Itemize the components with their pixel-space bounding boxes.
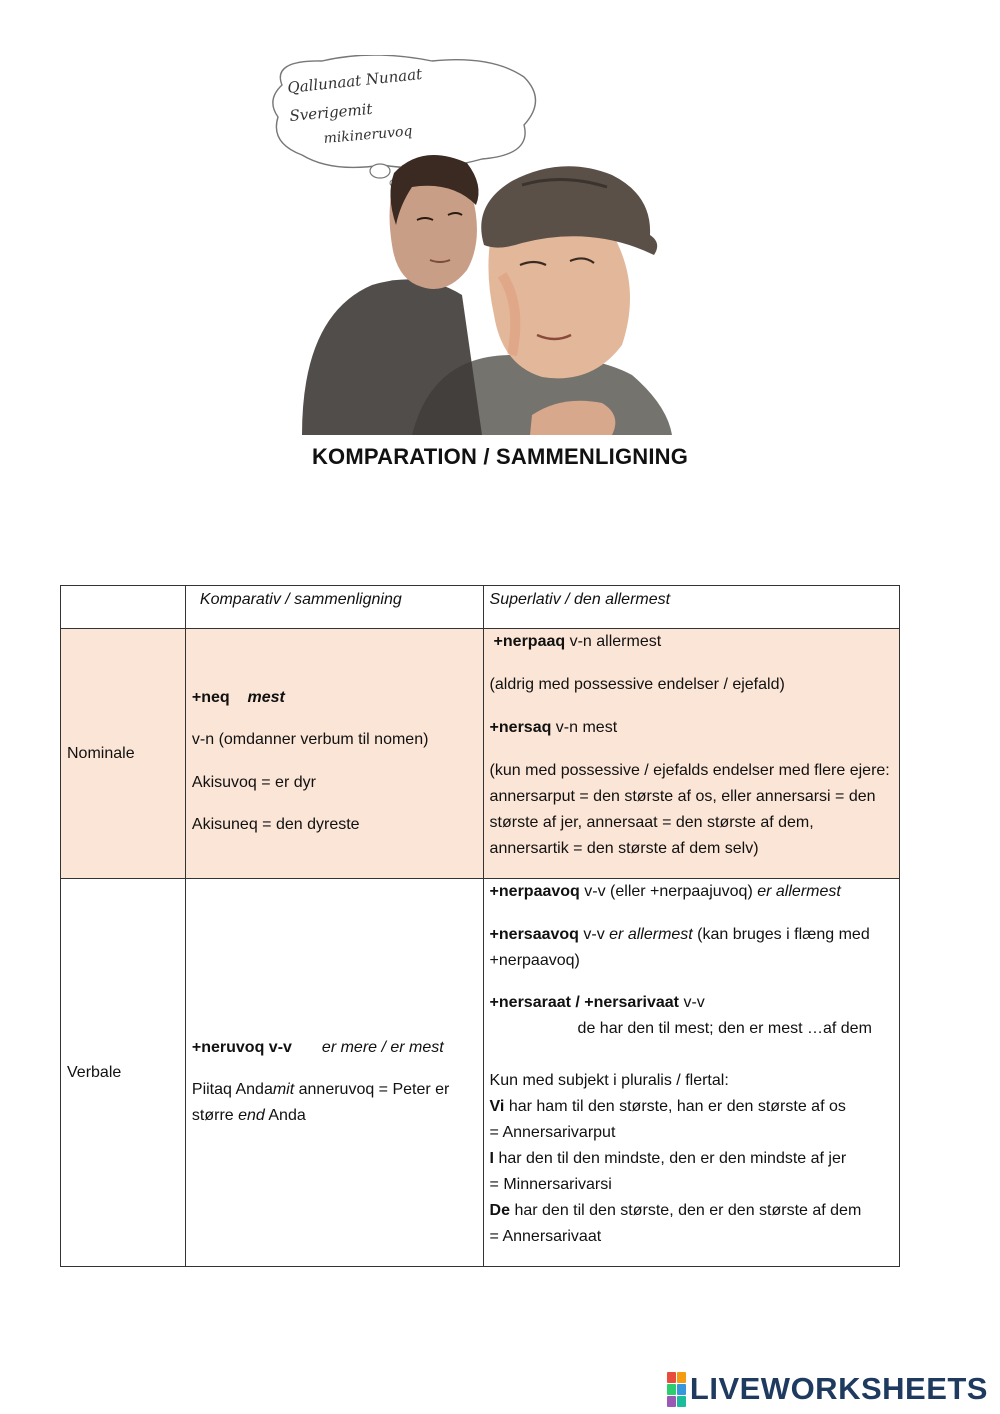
table-row-nominale [61,629,900,879]
result-annersarivaat: = Annersarivaat [489,1228,602,1245]
row-label-nominale: Nominale [61,629,186,879]
suffix-nersaq: +nersaq [489,719,552,736]
meaning-mest: mest [247,689,285,706]
suffix-nerpaavoq: +nerpaavoq [489,883,580,900]
result-minnersarivarsi: = Minnersarivarsi [489,1176,612,1193]
suffix-neruvoq: +neruvoq v-v [191,1038,292,1056]
plural-intro: Kun med subjekt i pluralis / flertal: [489,1072,729,1089]
header-empty-cell [61,586,186,629]
logo-block-icon [677,1396,686,1407]
desc-vn: v-n (omdanner verbum til nomen) [191,731,429,748]
nersaraat-meaning: de har den til mest; den er mest …af dem [577,1020,872,1037]
result-annersarivarput: = Annersarivarput [489,1124,616,1141]
suffix-nersaavoq: +nersaavoq [489,926,579,943]
header-superlativ: Superlativ / den allermest [483,586,899,629]
comparison-table [60,585,900,1267]
suffix-neq: +neq [191,689,230,706]
logo-block-icon [667,1384,676,1395]
logo-block-icon [677,1384,686,1395]
verbale-superlativ-cell: +nerpaavoq v-v (eller +nerpaajuvoq) er allermest +nersaavoq v-v er allermest (kan bruges i flæng med +nerpaavoq) +nersaraat / +nersarivaat v-v de har den til mest; den er mest …af dem Kun med subjekt i pluralis / flertal: Vi har ham til den største, han er den største af os = Annersarivarput I har den til den mindste, den er den mindste af jer = Minnersarivarsi De har den til den største, den er den største af dem = Annersarivaat [483,879,899,1267]
row-label-verbale: Verbale [61,879,186,1267]
logo-block-icon [667,1372,676,1383]
example-akisuneq: Akisuneq = den dyreste [191,816,360,833]
nominale-superlativ-cell: +nerpaaq v-n allermest (aldrig med possessive endelser / ejefald) +nersaq v-n mest (kun med possessive / ejefalds endelser med flere ejere: annersarput = den største af os, eller annersarsi = den største af jer, annersaat = den største af dem, annersartik = den største af dem selv) [483,629,899,879]
example-de: De har den til den største, den er den største af dem [489,1202,862,1219]
thought-line-1: Qallunaat Nunaat [286,64,423,97]
suffix-nerpaaq: +nerpaaq [493,633,566,650]
example-vi: Vi har ham til den største, han er den største af os [489,1098,846,1115]
logo-block-icon [677,1372,686,1383]
illustration-boy-and-man [262,55,674,435]
table-header-row [61,586,900,629]
thought-line-2: Sverigemit [288,99,374,125]
example-piitaq: Piitaq Andamit anneruvoq = Peter er større end Anda [191,1080,450,1124]
logo-text: LIVEWORKSHEETS [689,1371,988,1406]
logo-mark-icon [667,1372,686,1407]
logo-block-icon [667,1396,676,1407]
thought-line-3: mikineruvoq [322,123,414,147]
verbale-komparativ-cell [185,879,483,1267]
note-nersaq: (kun med possessive / ejefalds endelser med flere ejere: annersarput = den største af os, eller annersarsi = den største af jer, annersaat = den største af dem, annersartik = den største af dem selv) [489,762,890,857]
header-komparativ: Komparativ / sammenligning [185,586,483,629]
suffix-nersaraat: +nersaraat / +nersarivaat [489,994,680,1011]
nominale-komparativ-cell [185,629,483,879]
meaning-er-mere: er mere / er mest [321,1038,444,1056]
example-i: I har den til den mindste, den er den mindste af jer [489,1150,847,1167]
table-row-verbale [61,879,900,1267]
example-akisuvoq: Akisuvoq = er dyr [191,774,316,791]
liveworksheets-logo[interactable] [667,1372,988,1406]
note-nerpaaq: (aldrig med possessive endelser / ejefald) [489,676,785,693]
page-title: KOMPARATION / SAMMENLIGNING [311,444,689,469]
